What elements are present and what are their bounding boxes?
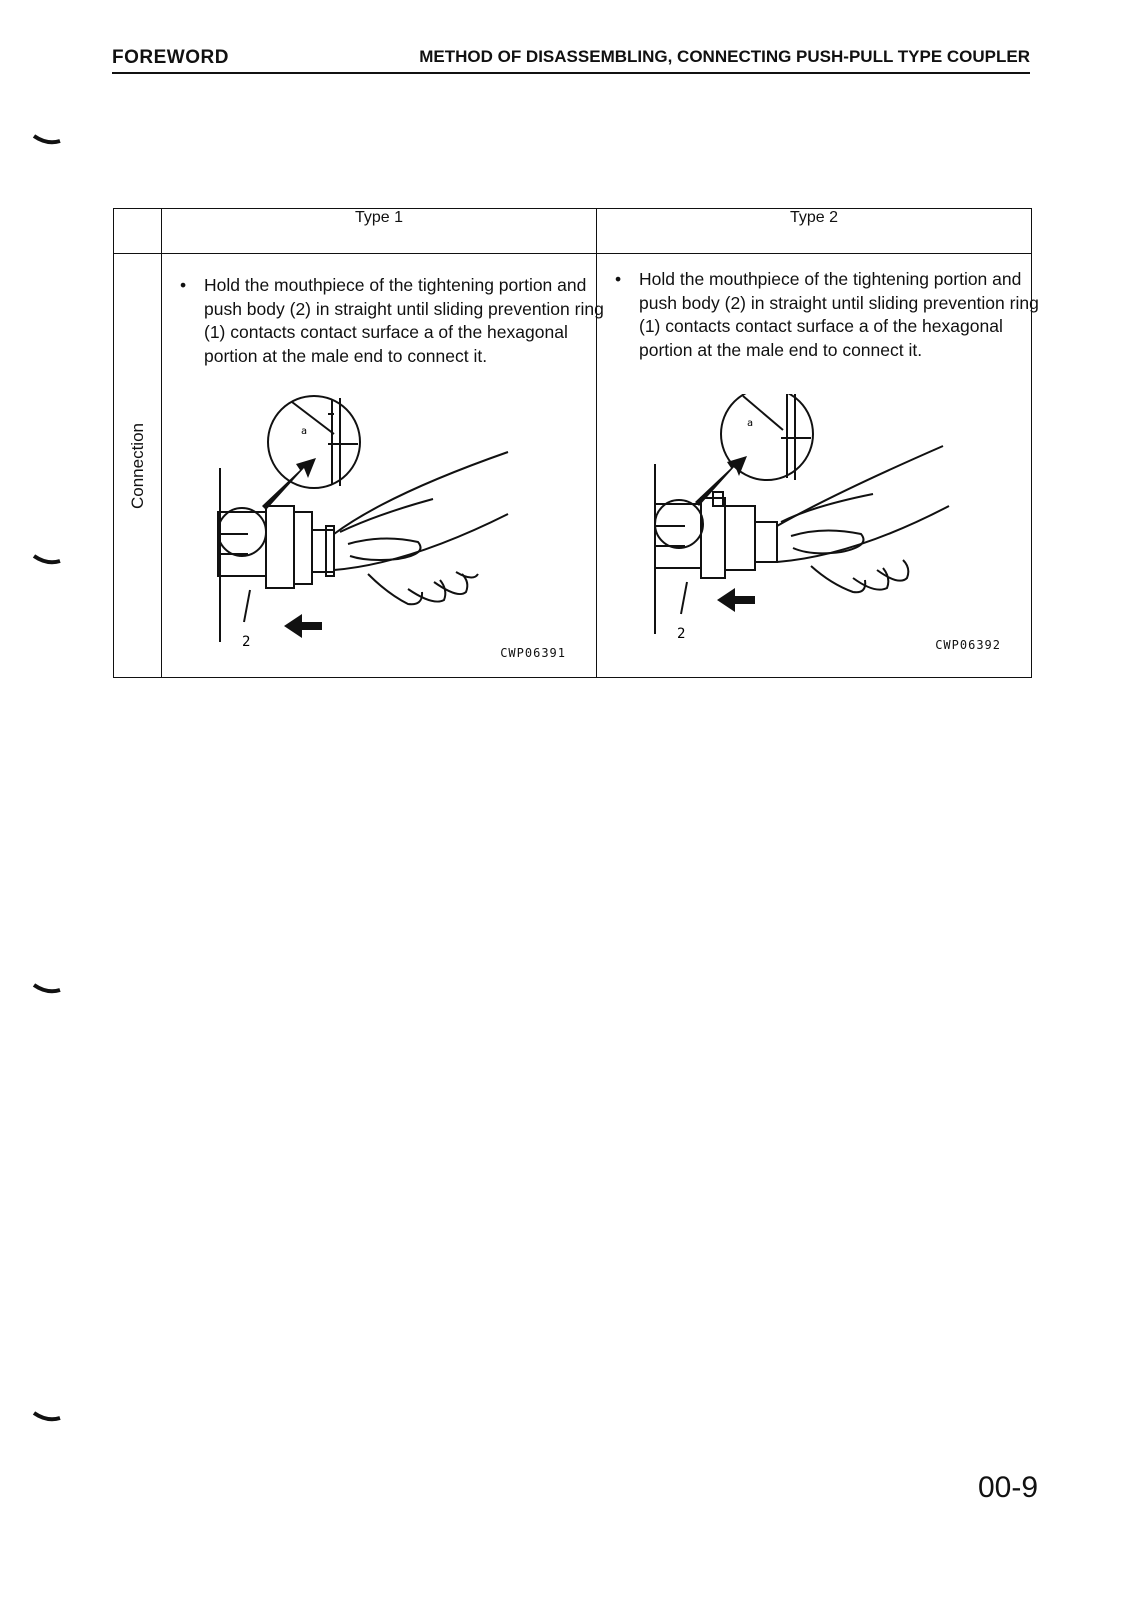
page-number: 00-9 — [977, 1471, 1038, 1504]
coupler-illustration — [643, 394, 1033, 654]
table-row-connection — [114, 254, 1032, 678]
instruction-text — [615, 268, 1044, 362]
section-title: FOREWORD — [112, 47, 229, 68]
column-header-type-1: Type 1 — [162, 209, 597, 254]
binding-mark — [32, 982, 62, 996]
page-header — [112, 40, 1030, 74]
coupler-drawing — [643, 394, 1033, 654]
procedure-table — [113, 208, 1039, 678]
figure-code: CWP06392 — [935, 638, 1001, 652]
bullet-icon: • — [615, 269, 622, 289]
row-label-connection: Connection — [127, 422, 147, 509]
callout-a: a — [747, 418, 754, 429]
instruction-text — [180, 274, 609, 368]
cell-type-1 — [162, 254, 604, 678]
instruction-body: Hold the mouthpiece of the tightening portion and push body (2) in straight until sliding prevention ring (1) contacts contact surface a of the hexagonal portion at the male end to connect it. — [639, 269, 1039, 360]
coupler-drawing — [208, 394, 598, 654]
binding-mark — [32, 1410, 62, 1424]
coupler-illustration — [208, 394, 598, 654]
callout-a: a — [301, 426, 308, 437]
instruction-body: Hold the mouthpiece of the tightening portion and push body (2) in straight until sliding prevention ring (1) contacts contact surface a of the hexagonal portion at the male end to connect it. — [204, 275, 604, 366]
page-title: METHOD OF DISASSEMBLING, CONNECTING PUSH-PULL TYPE COUPLER — [419, 47, 1030, 66]
row-label-cell — [114, 254, 162, 678]
bullet-icon: • — [180, 275, 187, 295]
table-corner-cell — [114, 209, 162, 254]
callout-2: 2 — [677, 626, 686, 642]
binding-mark — [32, 133, 62, 147]
callout-2: 2 — [242, 634, 251, 650]
binding-mark — [32, 553, 62, 567]
cell-type-2 — [597, 254, 1039, 678]
column-header-type-2: Type 2 — [597, 209, 1032, 254]
table-header-row — [114, 209, 1032, 254]
figure-code: CWP06391 — [500, 646, 566, 660]
